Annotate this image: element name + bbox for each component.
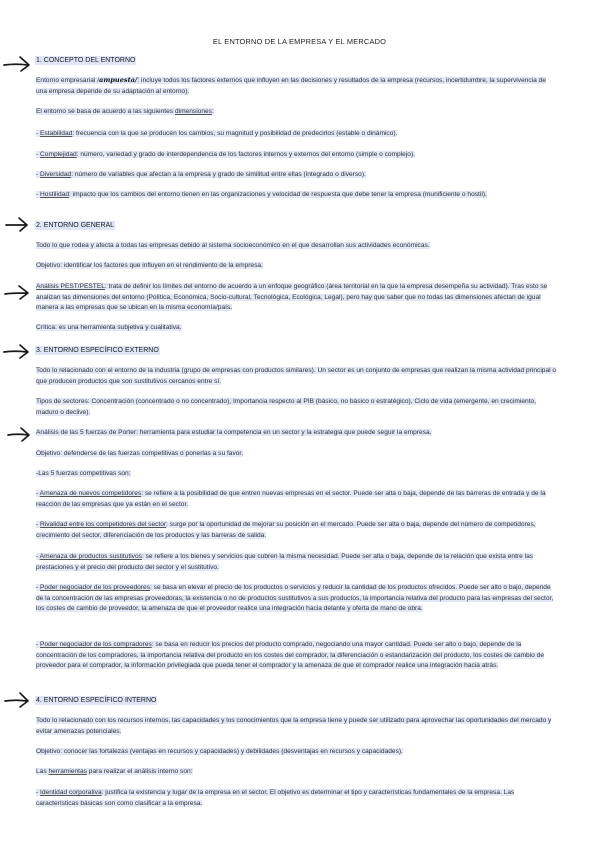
- paragraph: Análisis de las 5 fuerzas de Porter: herramienta para estudiar la competencia en un sector y la estrategia que puede seguir la empresa.: [36, 429, 432, 436]
- section-heading: 4. ENTORNO ESPECÍFICO INTERNO: [36, 697, 157, 704]
- paragraph: Tipos de sectores: Concentración (concentrado o no concentrado), Importancia respecto al PIB (básico, no básico o estratégico), Ciclo de vida (emergente, en crecimiento, maduro o declive).: [36, 398, 537, 416]
- list-item: - Estabilidad: frecuencia con la que se producen los cambios, su magnitud y posibilidad de predecirlos (estable o dinámico).: [36, 130, 398, 137]
- handwritten-arrow-icon: [2, 282, 32, 304]
- list-item: - Amenaza de nuevos competidores: se refiere a la posibilidad de que entren nuevas empresas en el sector. Puede ser alta o baja, depende de las barreras de entrada y de la reacción de las empresas que ya están en el sector.: [36, 490, 546, 508]
- list-item: - Poder negociador de los proveedores: se basa en elevar el precio de los productos o servicios y reducir la cantidad de los productos ofrecidos. Puede ser alto o bajo, depende de la concentración de las empresas proveedoras, la existencia o no de productos sustitutivos a sus productos, la importancia relativa del producto para las empresas del sector, los costes de cambio de proveedor, la amenaza de que el proveedor realice una integración hacia delante y oferta de mano de obra.: [36, 584, 554, 613]
- paragraph: Todo lo relacionado con los recursos internos, las capacidades y los conocimientos que la empresa tiene y puede ser utilizado para aprovechar las oportunidades del mercado y evitar amenazas potenciales.: [36, 717, 552, 735]
- paragraph: Todo lo relacionado con el entorno de la industria (grupo de empresas con productos similares). Un sector es un conjunto de empresas que realizan la misma actividad principal o que producen productos que son sustitutivos cercanos entre sí.: [36, 367, 557, 385]
- list-item: - Diversidad: número de variables que afectan a la empresa y grado de similitud entre ellas (integrado o diverso).: [36, 171, 366, 178]
- handwritten-note: ampuesta/: [99, 76, 138, 84]
- list-item: - Complejidad: número, variedad y grado de interdependencia de los factores internos y externos del entorno (simple o complejo).: [36, 151, 415, 158]
- paragraph: Objetivo: defenderse de las fuerzas competitivas o ponerlas a su favor.: [36, 450, 244, 457]
- handwritten-arrow-icon: [2, 213, 32, 235]
- section-heading: 3. ENTORNO ESPECÍFICO EXTERNO: [36, 347, 159, 354]
- document-title: EL ENTORNO DE LA EMPRESA Y EL MERCADO: [212, 37, 387, 46]
- section-heading: 1. CONCEPTO DEL ENTORNO: [36, 57, 136, 64]
- paragraph: El entorno se basa de acuerdo a las siguientes dimensiones:: [36, 108, 214, 115]
- handwritten-arrow-icon: [2, 423, 32, 445]
- list-item: - Rivalidad entre los competidores del sector: surge por la oportunidad de mejorar su posición en el mercado. Puede ser alta o baja, depende del número de competidores, crecimiento del sector, diferenciación de los productos y las barreras de salida.: [36, 521, 536, 539]
- paragraph: Análisis PEST/PESTEL: trata de definir los límites del entorno de acuerdo a un enfoque geográfico (área territorial en la que la empresa desempeña su actividad). Tras esto se analizan las dimensiones del entorno (Política, Económica, Socio-cultural, Tecnológica, Ecológica, Legal), pero hay que saber que no todas las dimensiones afectan de igual manera a las empresas que se ubican en la misma economía/país.: [36, 283, 548, 312]
- paragraph: Entorno empresarial /ampuesta/: incluye todos los factores externos que influyen en las decisiones y resultados de la empresa (recursos, incertidumbre, la supervivencia de una empresa depende de su adaptación al entorno).: [36, 76, 547, 95]
- list-intro: -Las 5 fuerzas competitivas son:: [36, 470, 131, 477]
- list-item: - Amenaza de productos sustitutivos: se refiere a los bienes y servicios que cubren la misma necesidad. Puede ser alta o baja, depende de la relación que exista entre las prestaciones y el precio del producto del sector y el sustitutivo.: [36, 553, 534, 571]
- paragraph: Crítica: es una herramienta subjetiva y cualitativa.: [36, 324, 182, 331]
- paragraph: Objetivo: conocer las fortalezas (ventajas en recursos y capacidades) y debilidades (desventajas en recursos y capacidades).: [36, 748, 403, 755]
- section-heading: 2. ENTORNO GENERAL: [36, 222, 115, 229]
- handwritten-arrow-icon: [2, 689, 32, 711]
- list-item: - Hostilidad: impacto que los cambios del entorno tienen en las organizaciones y velocidad de respuesta que debe tener la empresa (munificiente o hostil).: [36, 191, 487, 198]
- paragraph: Las herramientas para realizar el análisis interno son:: [36, 768, 193, 775]
- list-item: - Identidad corporativa: justifica la existencia y lugar de la empresa en el sector. El objetivo es determinar el tipo y características fundamentales de la empresa. Las características básicas son como clasificar a la empresa.: [36, 789, 515, 807]
- list-item: - Poder negociador de los compradores: se basa en reducir los precios del producto comprado, negociando una mayor cantidad. Puede ser alto o bajo, depende de la concentración de los compradores, la importancia relativa del producto en los costes del comprador, la diferenciación o estandarización del producto, los costes de cambio de proveedor para el comprador, la información privilegiada que pueda tener el comprador y la amenaza de que el comprador realice una integración hacia atrás.: [36, 641, 545, 670]
- handwritten-arrow-icon: [2, 53, 32, 75]
- handwritten-arrow-icon: [2, 340, 32, 362]
- paragraph: Todo lo que rodea y afecta a todas las empresas debido al sistema socioeconómico en el que desarrollan sus actividades económicas.: [36, 242, 430, 249]
- paragraph: Objetivo: identificar los factores que influyen en el rendimiento de la empresa.: [36, 262, 263, 269]
